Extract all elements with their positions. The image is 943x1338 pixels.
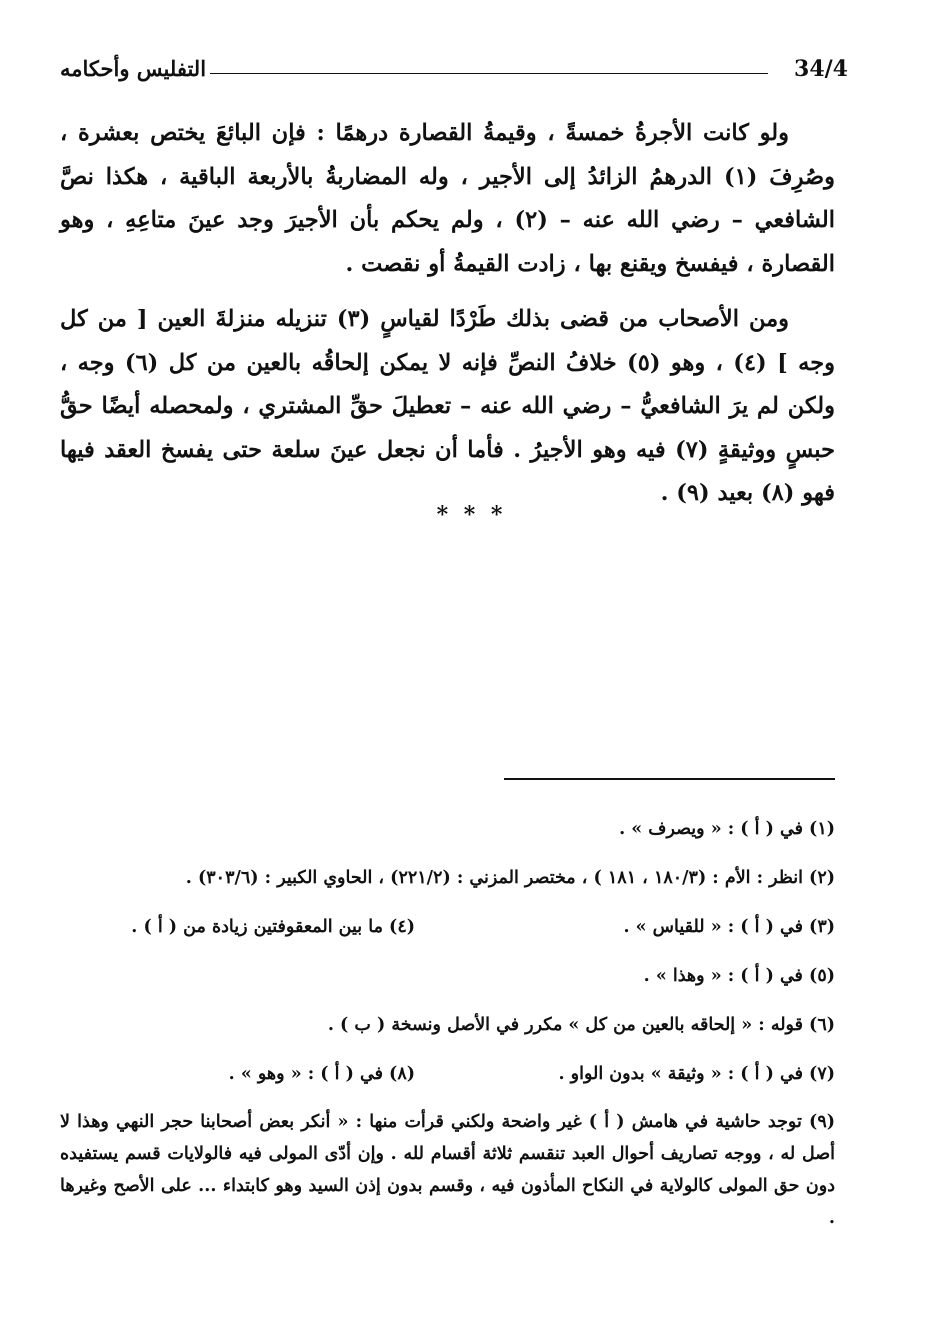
footnote-8: (٨) في ( أ ) : « وهو » .	[228, 1064, 415, 1084]
footnote-5: (٥) في ( أ ) : « وهذا » .	[643, 966, 835, 986]
footnote-1: (١) في ( أ ) : « ويصرف » .	[619, 819, 835, 839]
footnote-row-7-8	[60, 1057, 835, 1092]
footnote-9: (٩) توجد حاشية في هامش ( أ ) غير واضحة ولكني قرأت منها : « أنكر بعض أصحابنا حجر النهي وهذا لا أصل له ، ووجه تصاريف أحوال العبد تنقسم ثلاثة أقسام لله . وإن أدّى المولى فيه فالولايات قسم يستفيده دون حق المولى كالولاية في النكاح المأذون فيه ، وقسم بدون إذن السيد وهو كابتداء ... على الأصح وغيرها .	[60, 1112, 835, 1228]
section-separator: * * *	[436, 502, 507, 528]
paragraph-1: ولو كانت الأجرةُ خمسةً ، وقيمةُ القصارة درهمًا : فإن البائعَ يختص بعشرة ، وصُرِفَ (١) الدرهمُ الزائدُ إلى الأجير ، وله المضاربةُ بالأربعة الباقية ، هكذا نصَّ الشافعي – رضي الله عنه – (٢) ، ولم يحكم بأن الأجيرَ وجد عينَ متاعِهِ ، وهو القصارة ، فيفسخ ويقنع بها ، زادت القيمةُ أو نقصت .	[60, 120, 835, 277]
footnote-6: (٦) قوله : « إلحاقه بالعين من كل » مكرر في الأصل ونسخة ( ب ) .	[327, 1015, 835, 1035]
paragraph-2: ومن الأصحاب من قضى بذلك طَرْدًا لقياسٍ (٣) تنزيله منزلةَ العين [ من كل وجه ] (٤) ، وهو (٥) خلافُ النصِّ فإنه لا يمكن إلحاقُه بالعين من كل (٦) وجه ، ولكن لم يرَ الشافعيُّ – رضي الله عنه – تعطيلَ حقِّ المشتري ، ولمحصله أيضًا حقُّ حبسٍ ووثيقةٍ (٧) فيه وهو الأجيرُ . فأما أن نجعل عينَ سلعة حتى يفسخ العقد فيها فهو (٨) بعيد (٩) .	[60, 306, 835, 506]
footnote-2: (٢) انظر : الأم : (١٨٠/٣ ، ١٨١ ) ، مختصر المزني : (٢٢١/٢) ، الحاوي الكبير : (٣٠٣/٦) .	[185, 868, 835, 888]
footnote-rule	[504, 778, 835, 780]
main-text	[60, 112, 835, 516]
running-header	[60, 56, 848, 90]
footnotes	[60, 812, 835, 1248]
footnote-7: (٧) في ( أ ) : « وثيقة » بدون الواو .	[558, 1064, 835, 1084]
header-rule	[210, 73, 768, 74]
chapter-title: التفليس وأحكامه	[60, 56, 207, 81]
footnote-row-3-4	[60, 910, 835, 945]
footnote-4: (٤) ما بين المعقوفتين زيادة من ( أ ) .	[131, 917, 415, 937]
page-number: 34/4	[794, 56, 848, 82]
footnote-3: (٣) في ( أ ) : « للقياس » .	[623, 917, 835, 937]
